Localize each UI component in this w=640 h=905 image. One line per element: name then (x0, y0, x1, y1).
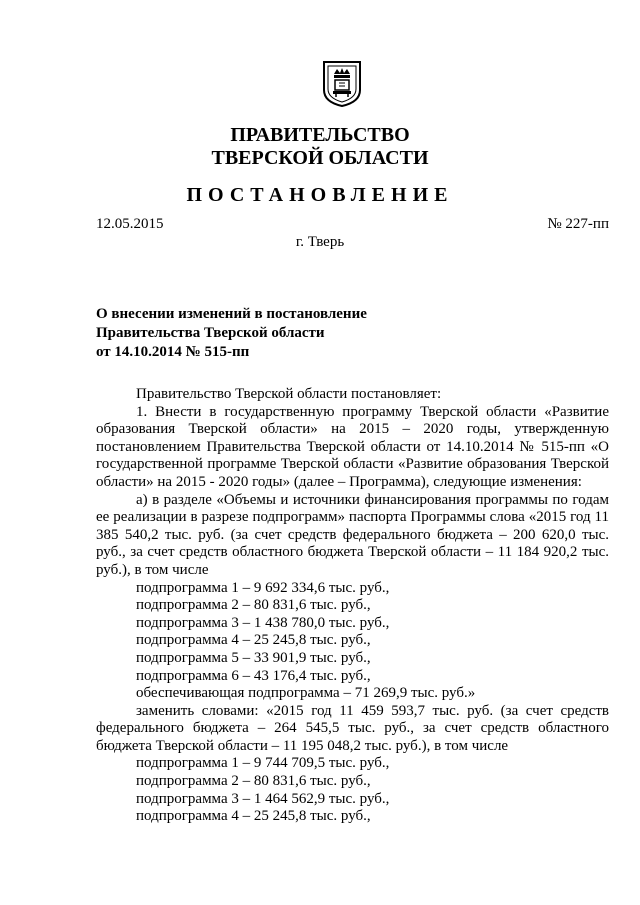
document-date: 12.05.2015 (96, 216, 164, 232)
new-subprogram-line: подпрограмма 3 – 1 464 562,9 тыс. руб., (136, 790, 390, 807)
intro-paragraph: Правительство Тверской области постановляет: (136, 386, 442, 402)
new-subprogram-line: подпрограмма 2 – 80 831,6 тыс. руб., (136, 773, 371, 790)
subject-line: О внесении изменений в постановление (96, 306, 367, 322)
subject-line: Правительства Тверской области (96, 325, 325, 341)
document-type-heading: ПОСТАНОВЛЕНИЕ (186, 184, 454, 206)
old-subprogram-line: подпрограмма 1 – 9 692 334,6 тыс. руб., (136, 579, 390, 596)
old-subprogram-line: подпрограмма 3 – 1 438 780,0 тыс. руб., (136, 614, 390, 631)
replace-paragraph: заменить словами: «2015 год 11 459 593,7 тыс. руб. (за счет средств федерального бюджета – 264 545,5 тыс. руб., за счет средств областного бюджета Тверской области – 11 195 048,2 тыс. руб.), в том числе (96, 702, 609, 754)
old-subprogram-line: обеспечивающая подпрограмма – 71 269,9 тыс. руб.» (136, 685, 476, 702)
old-subprogram-line: подпрограмма 4 – 25 245,8 тыс. руб., (136, 632, 371, 649)
item-a-paragraph: а) в разделе «Объемы и источники финансирования программы по годам ее реализации в разрезе подпрограмм» паспорта Программы слова «2015 год 11 385 540,2 тыс. руб. (за счет средств федерального бюджета – 200 620,0 тыс. руб., за счет средств областного бюджета Тверской области – 11 184 920,2 тыс. руб.), в том числе (96, 491, 609, 578)
issuer-title-line2: ТВЕРСКОЙ ОБЛАСТИ (211, 147, 429, 169)
document-city: г. Тверь (295, 234, 345, 250)
issuer-title-line1: ПРАВИТЕЛЬСТВО (230, 124, 410, 146)
old-subprogram-line: подпрограмма 2 – 80 831,6 тыс. руб., (136, 597, 371, 614)
item-1-paragraph: 1. Внести в государственную программу Тверской области «Развитие образования Тверской области» на 2015 – 2020 годы, утвержденную постановлением Правительства Тверской области от 14.10.2014 № 515-пп «О государственной программе Тверской области «Развитие образования Тверской области» на 2015 - 2020 годы» (далее – Программа), следующие изменения: (96, 403, 609, 490)
subject-line: от 14.10.2014 № 515-пп (96, 344, 250, 360)
document-number: № 227-пп (547, 216, 609, 232)
document-subject (96, 305, 367, 362)
coat-of-arms-icon (322, 60, 362, 108)
old-subprogram-line: подпрограмма 6 – 43 176,4 тыс. руб., (136, 667, 371, 684)
new-subprogram-line: подпрограмма 4 – 25 245,8 тыс. руб., (136, 808, 371, 825)
document-body (96, 386, 609, 826)
new-subprogram-line: подпрограмма 1 – 9 744 709,5 тыс. руб., (136, 755, 390, 772)
old-subprogram-line: подпрограмма 5 – 33 901,9 тыс. руб., (136, 649, 371, 666)
